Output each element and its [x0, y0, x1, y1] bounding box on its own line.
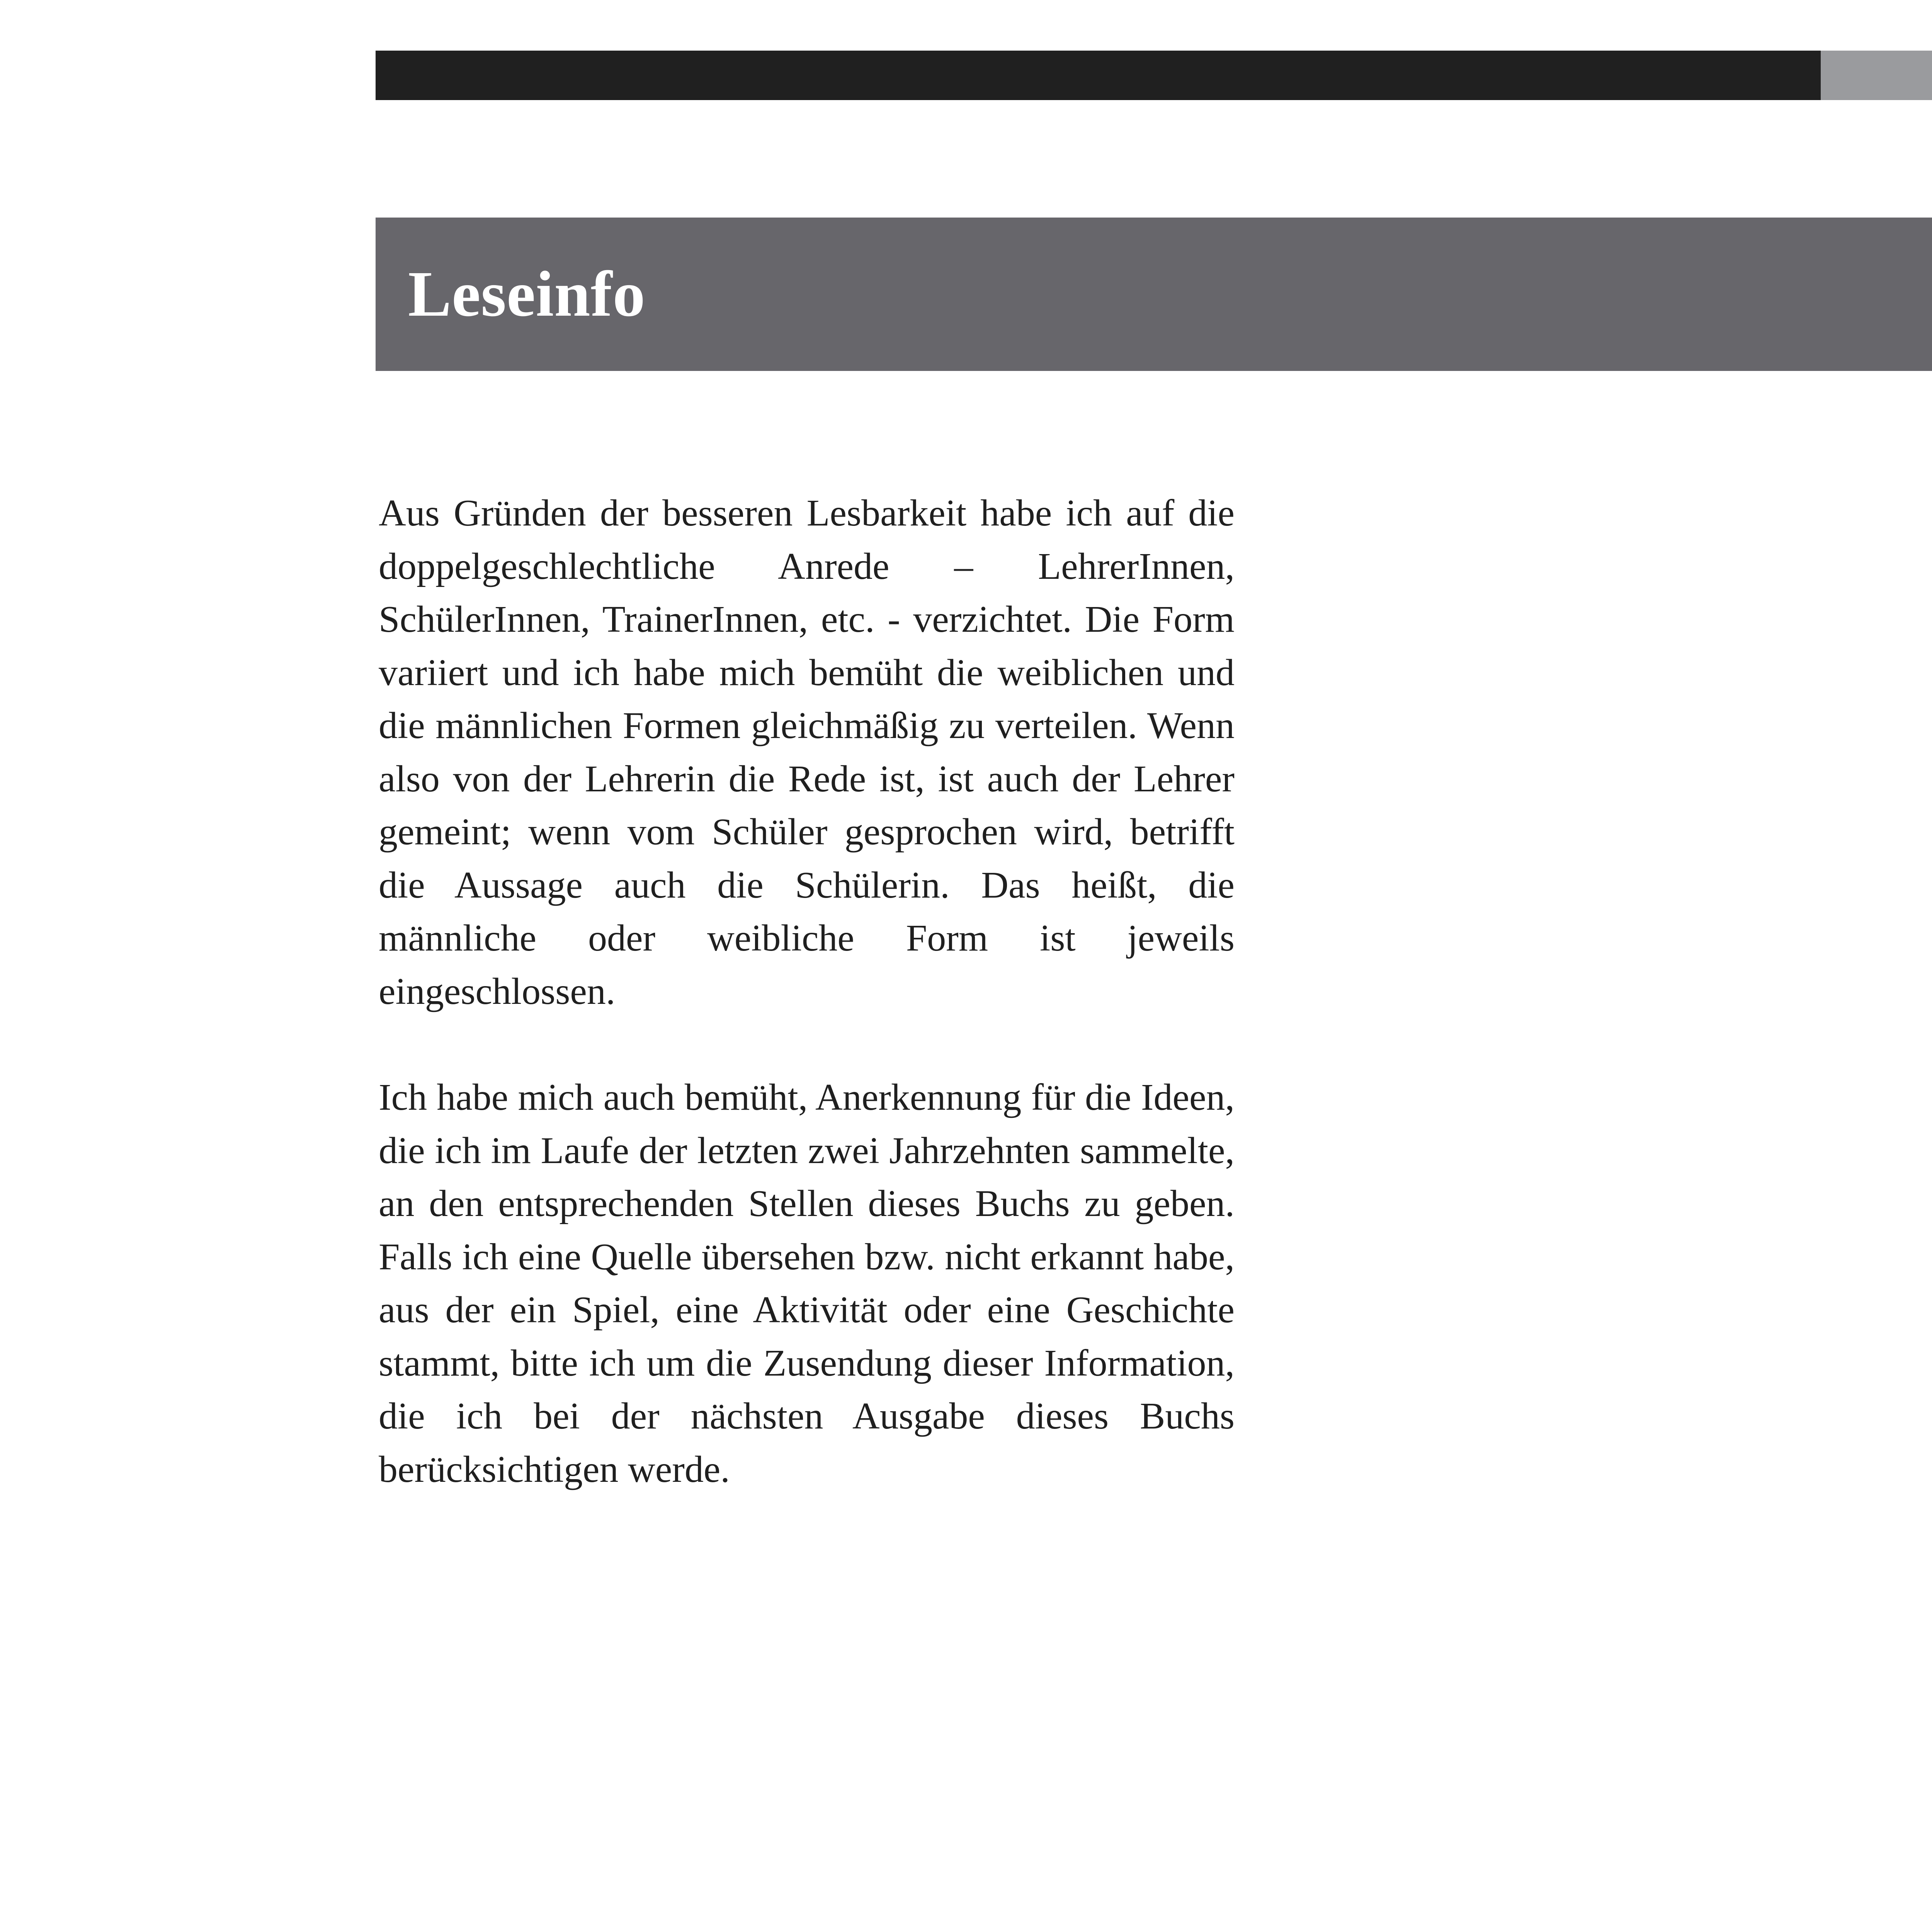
top-bar-dark-segment [376, 51, 1821, 100]
page-title: Leseinfo [408, 258, 646, 330]
body-text [379, 487, 1235, 1549]
top-bar-grey-segment [1821, 51, 1932, 100]
paragraph-gender-note: Aus Gründen der besseren Lesbarkeit habe ich auf die doppelgeschlechtliche Anrede – LehrerInnen, SchülerInnen, TrainerInnen, etc. - verzichtet. Die Form variiert und ich habe mich bemüht die weiblichen und die männlichen Formen gleichmäßig zu verteilen. Wenn also von der Lehrerin die Rede ist, ist auch der Lehrer gemeint; wenn vom Schüler gesprochen wird, betrifft die Aussage auch die Schülerin. Das heißt, die männliche oder weibliche Form ist jeweils eingeschlossen. [379, 492, 1235, 1012]
top-decorative-bar [376, 51, 1932, 100]
title-banner [376, 218, 1932, 371]
paragraph-credits-note: Ich habe mich auch bemüht, Anerkennung für die Ideen, die ich im Laufe der letzten zwei Jahrzehnten sammelte, an den entsprechenden Stellen dieses Buchs zu geben. Falls ich eine Quelle übersehen bzw. nicht erkannt habe, aus der ein Spiel, eine Aktivität oder eine Geschichte stammt, bitte ich um die Zusendung dieser Information, die ich bei der nächsten Ausgabe dieses Buchs berücksichtigen werde. [379, 1077, 1235, 1490]
